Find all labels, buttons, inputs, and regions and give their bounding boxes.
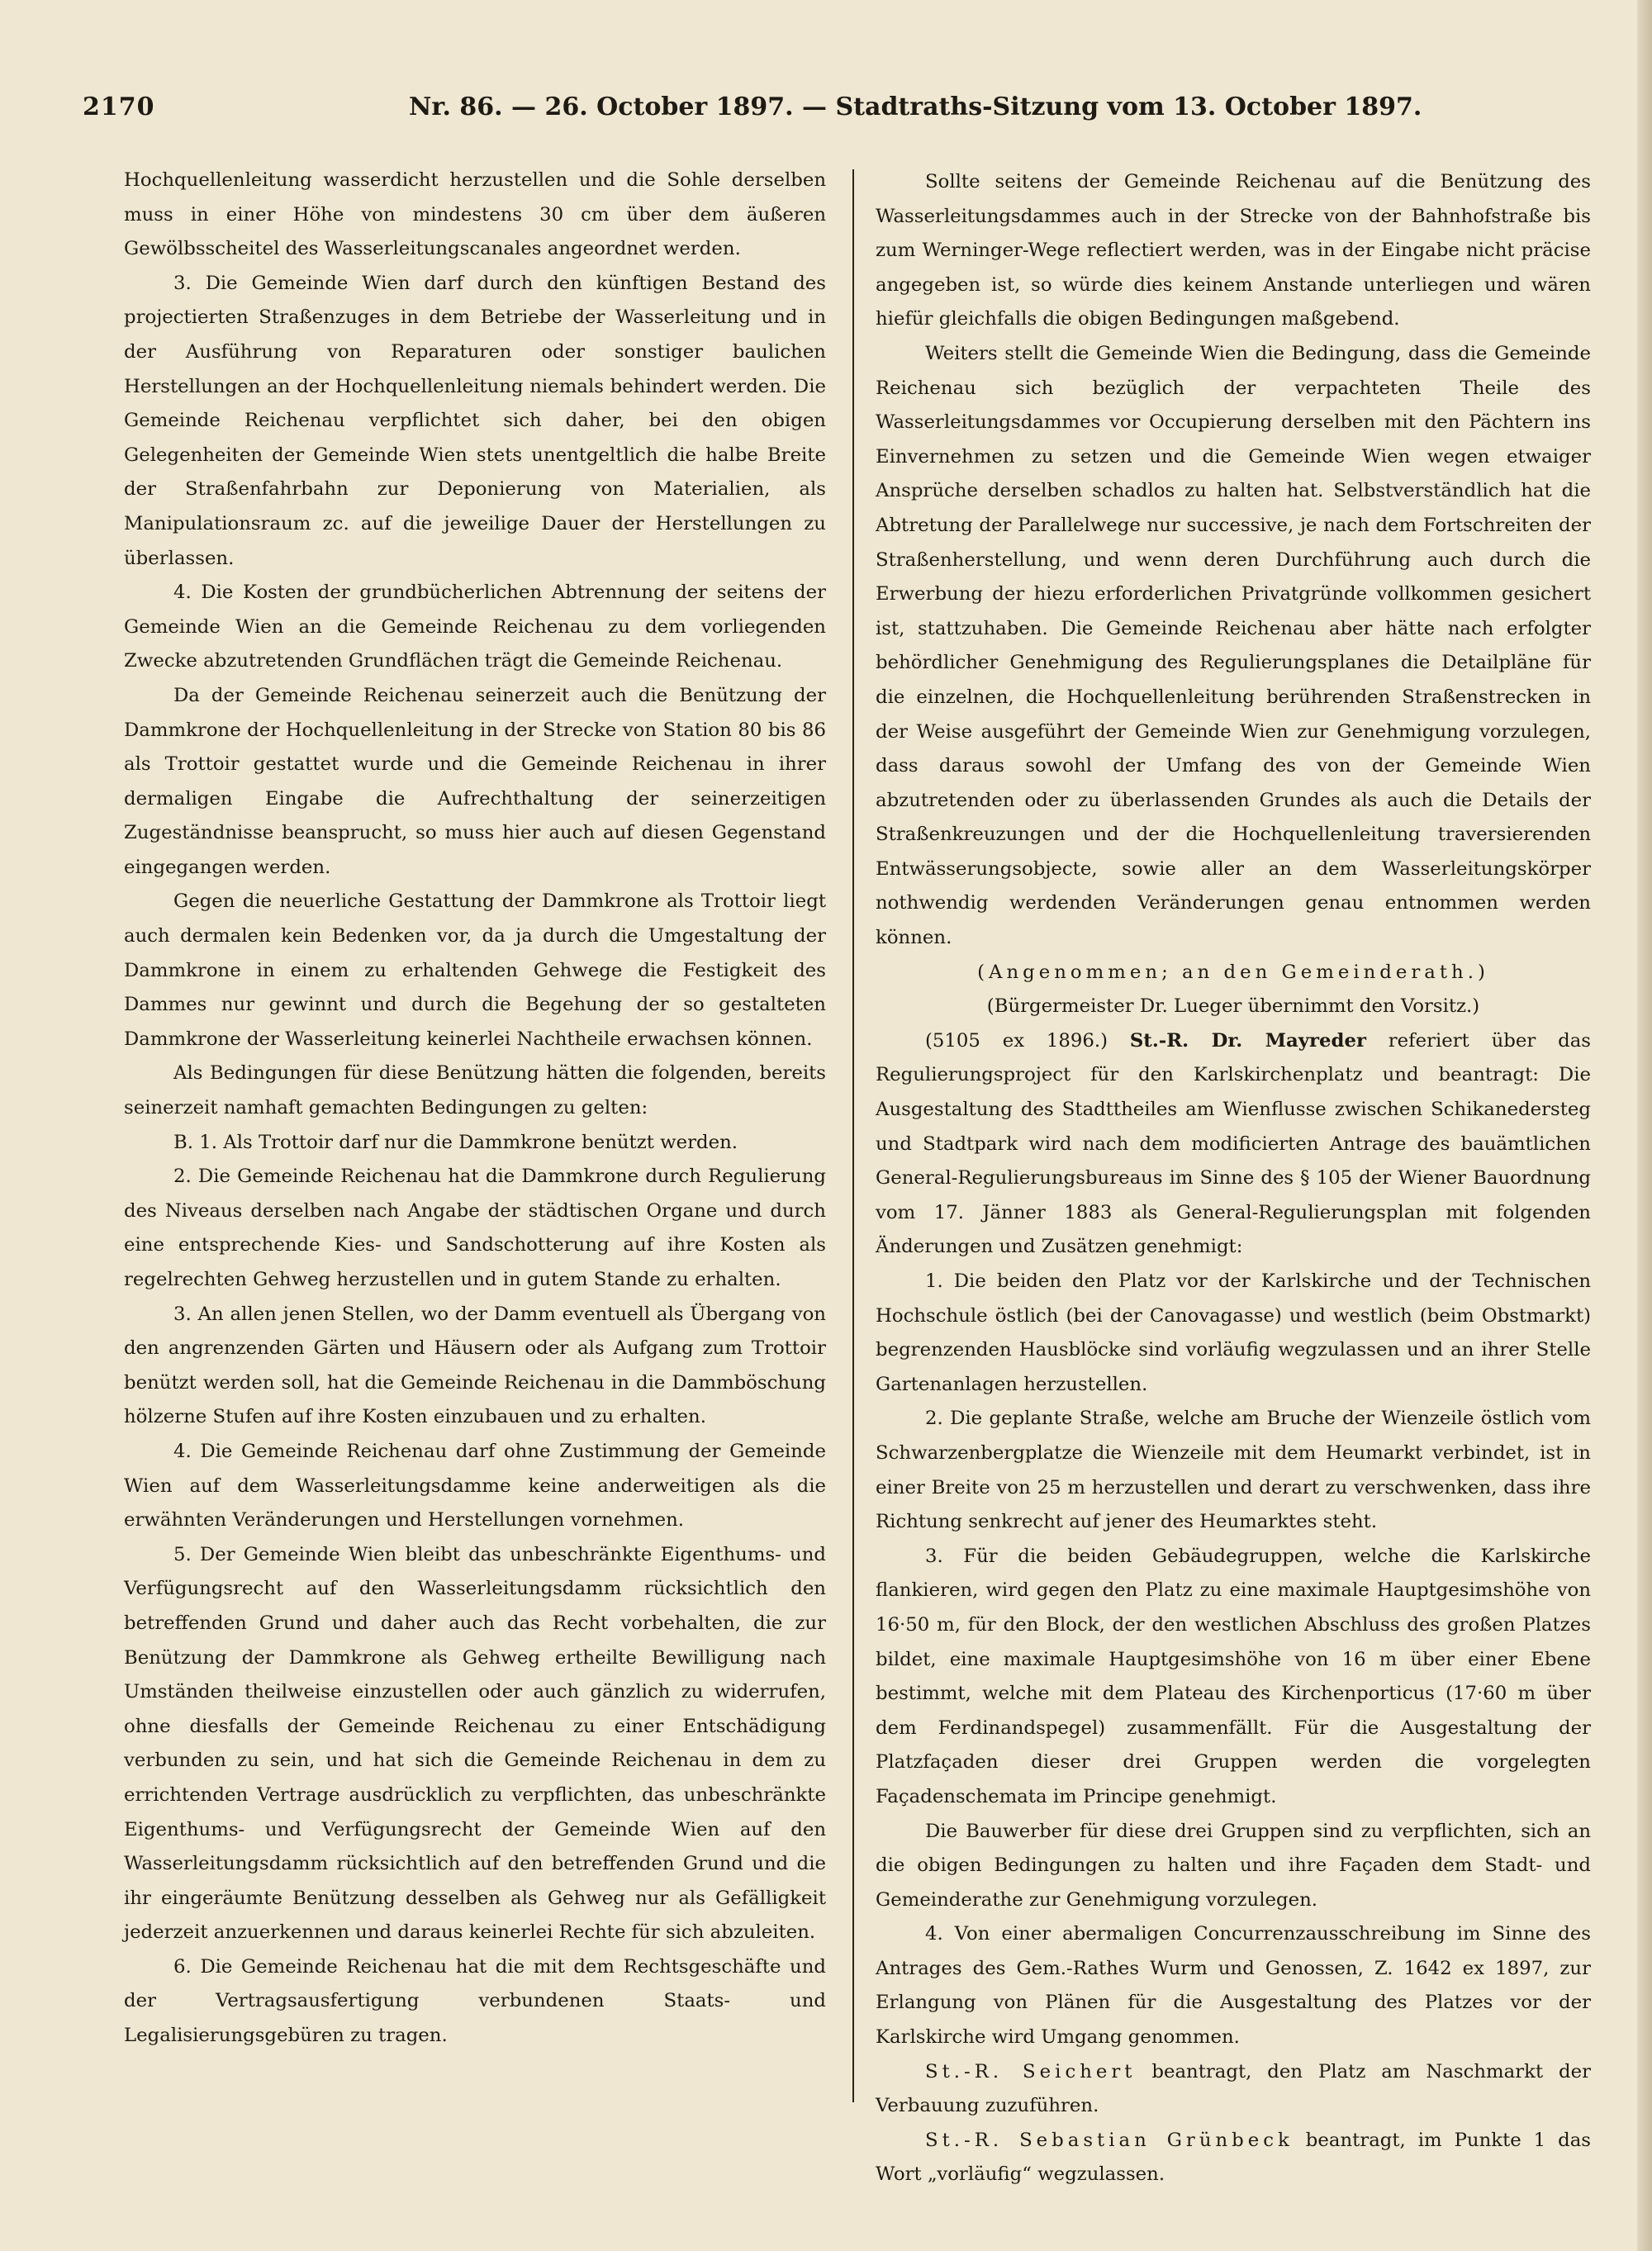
paragraph: Sollte seitens der Gemeinde Reichenau auf die Benützung des Wasserleitungsdammes auch in der Strecke von der Bahnhofstraße bis zum Werninger-Wege reflectiert werden, was in der Eingabe nicht präcise angegeben ist, so würde dies keinem Anstande unterliegen und wären hiefür gleichfalls die obigen Bedingungen maßgebend. bbox=[876, 171, 1591, 330]
paragraph-text: beantragt, den Platz am Naschmarkt der Verbauung zuzuführen. bbox=[876, 2060, 1591, 2117]
paragraph: 3. Die Gemeinde Wien darf durch den künftigen Bestand des projectierten Straßenzuges in dem Betriebe der Wasserleitung und in der Ausführung von Reparaturen oder sonstiger baulichen Herstellungen an der Hochquellenleitung niemals behindert werden. Die Gemeinde Reichenau verpflichtet sich daher, bei den obigen Gelegenheiten der Gemeinde Wien stets unentgeltlich die halbe Breite der Straßenfahrbahn zur Deponierung von Materialien, als Manipulationsraum zc. auf die jeweilige Dauer der Herstellungen zu überlassen. bbox=[124, 272, 826, 569]
left-column bbox=[124, 164, 826, 2054]
chair-note: (Bürgermeister Dr. Lueger übernimmt den Vorsitz.) bbox=[986, 995, 1480, 1018]
speaker-name: St.-R. Dr. Mayreder bbox=[1129, 1029, 1366, 1052]
page-header bbox=[83, 93, 1561, 142]
right-column bbox=[876, 165, 1591, 2192]
paragraph: 4. Die Kosten der grundbücherlichen Abtrennung der seitens der Gemeinde Wien an die Gemeinde Reichenau zu dem vorliegenden Zwecke abzutretenden Grundflächen trägt die Gemeinde Reichenau. bbox=[124, 582, 826, 672]
file-reference: (5105 ex 1896.) bbox=[925, 1029, 1108, 1052]
running-head: Nr. 86. — 26. October 1897. — Stadtraths-Sitzung vom 13. October 1897. bbox=[409, 93, 1422, 121]
paragraph: Hochquellenleitung wasserdicht herzustellen und die Sohle derselben muss in einer Höhe von mindestens 30 cm über dem äußeren Gewölbsscheitel des Wasserleitungscanales angeordnet werden. bbox=[124, 169, 826, 260]
paragraph: 5. Der Gemeinde Wien bleibt das unbeschränkte Eigenthums- und Verfügungsrecht auf den Wasserleitungsdamm rücksichtlich den betreffenden Grund und daher auch das Recht vorbehalten, die zur Benützung der Dammkrone als Gehweg ertheilte Bewilligung nach Umständen theilweise einzustellen oder auch gänzlich zu widerrufen, ohne diesfalls der Gemeinde Reichenau zu einer Entschädigung verbunden zu sein, und hat sich die Gemeinde Reichenau in dem zu errichtenden Vertrage ausdrücklich zu verpflichten, das unbeschränkte Eigenthums- und Verfügungsrecht der Gemeinde Wien auf den Wasserleitungsdamm rücksichtlich auf den betreffenden Grund und die ihr eingeräumte Benützung desselben als Gehweg nur als Gefälligkeit jederzeit anzuerkennen und daraus keinerlei Rechte für sich abzuleiten. bbox=[124, 1543, 826, 1944]
page-number: 2170 bbox=[83, 93, 155, 121]
speaker-name: St.-R. Sebastian Grünbeck bbox=[925, 2129, 1294, 2151]
paragraph bbox=[876, 2055, 1591, 2124]
paragraph-text: beantragt, im Punkte 1 das Wort „vorläufig“ wegzulassen. bbox=[876, 2129, 1591, 2186]
paragraph bbox=[876, 2124, 1591, 2192]
paragraph: 3. Für die beiden Gebäudegruppen, welche die Karlskirche flankieren, wird gegen den Platz zu eine maximale Hauptgesimshöhe von 16·50 m, für den Block, der den westlichen Abschluss des großen Platzes bildet, eine maximale Hauptgesimshöhe von 16 m über einer Ebene bestimmt, welche mit dem Plateau des Kirchenporticus (17·60 m über dem Ferdinandspegel) zusammenfällt. Für die Ausgestaltung der Platzfaçaden dieser drei Gruppen werden die vorgelegten Façadenschemata im Principe genehmigt. bbox=[876, 1545, 1591, 1807]
paragraph: 3. An allen jenen Stellen, wo der Damm eventuell als Übergang von den angrenzenden Gärten und Häusern oder als Aufgang zum Trottoir benützt werden soll, hat die Gemeinde Reichenau in die Dammböschung hölzerne Stufen auf ihre Kosten einzubauen und zu erhalten. bbox=[124, 1303, 826, 1428]
paragraph: Als Bedingungen für diese Benützung hätten die folgenden, bereits seinerzeit namhaft gemachten Bedingungen zu gelten: bbox=[124, 1062, 826, 1119]
paragraph: 6. Die Gemeinde Reichenau hat die mit dem Rechtsgeschäfte und der Vertragsausfertigung verbundenen Staats- und Legalisierungsgebüren zu tragen. bbox=[124, 1955, 826, 2047]
paragraph: B. 1. Als Trottoir darf nur die Dammkrone benützt werden. bbox=[173, 1131, 738, 1153]
paragraph: Die Bauwerber für diese drei Gruppen sind zu verpflichten, sich an die obigen Bedingungen zu halten und ihre Façaden dem Stadt- und Gemeinderathe zur Genehmigung vorzulegen. bbox=[876, 1820, 1591, 1911]
paragraph: Da der Gemeinde Reichenau seinerzeit auch die Benützung der Dammkrone der Hochquellenleitung in der Strecke von Station 80 bis 86 als Trottoir gestattet wurde und die Gemeinde Reichenau in ihrer dermaligen Eingabe die Aufrechthaltung der seinerzeitigen Zugeständnisse beansprucht, so muss hier auch auf diesen Gegenstand eingegangen werden. bbox=[124, 684, 826, 878]
paragraph: 1. Die beiden den Platz vor der Karlskirche und der Technischen Hochschule östlich (bei der Canovagasse) und westlich (beim Obstmarkt) begrenzenden Hausblöcke sind vorläufig wegzulassen und an ihrer Stelle Gartenanlagen herzustellen. bbox=[876, 1270, 1591, 1395]
paragraph: 2. Die geplante Straße, welche am Bruche der Wienzeile östlich vom Schwarzenbergplatze die Wienzeile mit dem Heumarkt verbindet, ist in einer Breite von 25 m herzustellen und derart zu verschwenken, dass ihre Richtung senkrecht auf jener des Heumarktes steht. bbox=[876, 1408, 1591, 1533]
paragraph: Gegen die neuerliche Gestattung der Dammkrone als Trottoir liegt auch dermalen kein Bedenken vor, da ja durch die Umgestaltung der Dammkrone in einem zu erhaltenden Gehwege die Festigkeit des Dammes nur gewinnt und durch die Begehung der so gestalteten Dammkrone der Wasserleitung keinerlei Nachtheile erwachsen können. bbox=[124, 890, 826, 1050]
resolution-note: (Angenommen; an den Gemeinderath.) bbox=[977, 961, 1489, 983]
paragraph: 2. Die Gemeinde Reichenau hat die Dammkrone durch Regulierung des Niveaus derselben nach Angabe der städtischen Organe und durch eine entsprechende Kies- und Sandschotterung auf ihre Kosten als regelrechten Gehweg herzustellen und in gutem Stande zu erhalten. bbox=[124, 1166, 826, 1290]
speaker-name: St.-R. Seichert bbox=[925, 2060, 1137, 2082]
paragraph: 4. Die Gemeinde Reichenau darf ohne Zustimmung der Gemeinde Wien auf dem Wasserleitungsdamme keine anderweitigen als die erwähnten Veränderungen und Herstellungen vornehmen. bbox=[124, 1440, 826, 1532]
page-edge-shadow bbox=[1637, 0, 1652, 2251]
paragraph: Weiters stellt die Gemeinde Wien die Bedingung, dass die Gemeinde Reichenau sich bezüglich der verpachteten Theile des Wasserleitungsdammes vor Occupierung derselben mit den Pächtern ins Einvernehmen zu setzen und die Gemeinde Wien wegen etwaiger Ansprüche derselben schadlos zu halten hat. Selbstverständlich hat die Abtretung der Parallelwege nur successive, je nach dem Fortschreiten der Straßenherstellung, und wenn deren Durchführung auch durch die Erwerbung der hiezu erforderlichen Privatgründe vollkommen gesichert ist, stattzuhaben. Die Gemeinde Reichenau aber hätte nach erfolgter behördlicher Genehmigung des Regulierungsplanes die Detailpläne für die einzelnen, die Hochquellenleitung berührenden Straßenstrecken in der Weise ausgeführt der Gemeinde Wien zur Genehmigung vorzulegen, dass daraus sowohl der Umfang des von der Gemeinde Wien abzutretenden oder zu überlassenden Grundes als auch die Details der Straßenkreuzungen und der die Hochquellenleitung traversierenden Entwässerungsobjecte, sowie aller an dem Wasserleitungskörper nothwendig werdenden Veränderungen genau entnommen werden können. bbox=[876, 342, 1591, 949]
paragraph bbox=[876, 1024, 1591, 1265]
paragraph: 4. Von einer abermaligen Concurrenzausschreibung im Sinne des Antrages des Gem.-Rathes Wurm und Genossen, Z. 1642 ex 1897, zur Erlangung von Plänen für die Ausgestaltung des Platzes vor der Karlskirche wird Umgang genommen. bbox=[876, 1923, 1591, 2049]
paragraph-text: referiert über das Regulierungsproject für den Karlskirchenplatz und beantragt: Die Ausgestaltung des Stadttheiles am Wienflusse zwischen Schikanedersteg und Stadtpark wird nach dem modificierten Antrage des bauämtlichen General-Regulierungsbureaus im Sinne des § 105 der Wiener Bauordnung vom 17. Jänner 1883 als General-Regulierungsplan mit folgenden Änderungen und Zusätzen genehmigt: bbox=[876, 1029, 1591, 1258]
column-divider bbox=[852, 169, 854, 2102]
